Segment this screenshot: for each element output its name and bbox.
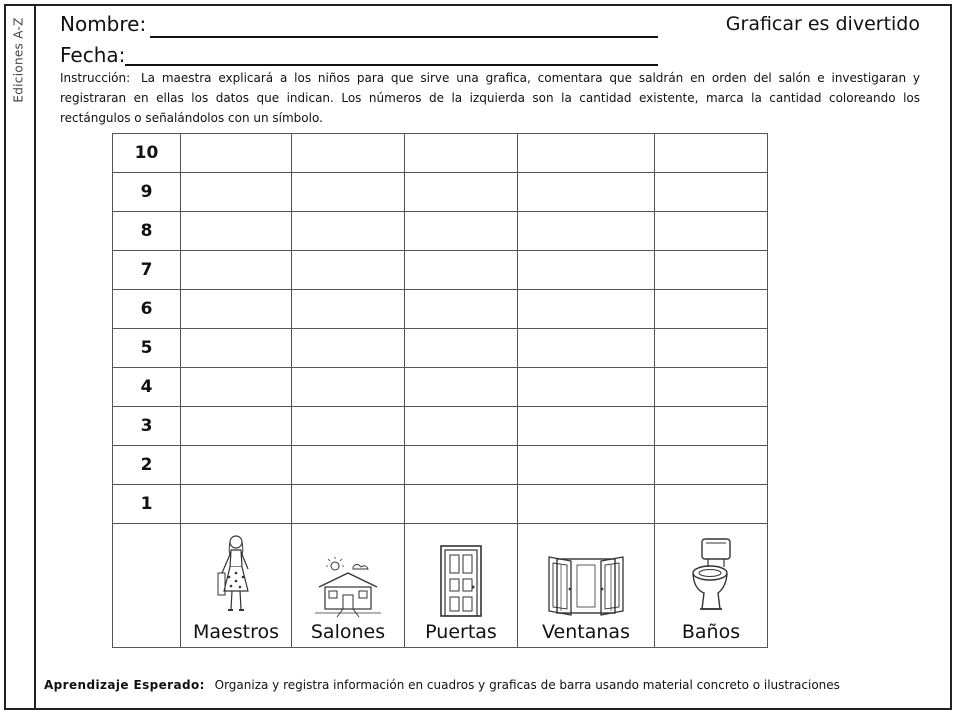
y-tick-label: 8 bbox=[113, 212, 181, 251]
y-tick-label: 3 bbox=[113, 407, 181, 446]
category-label: Puertas bbox=[425, 621, 497, 643]
instruction-paragraph bbox=[60, 68, 920, 128]
grid-cell[interactable] bbox=[292, 212, 405, 251]
y-tick-label: 7 bbox=[113, 251, 181, 290]
toilet-icon bbox=[688, 537, 734, 621]
instruction-text: La maestra explicará a los niños para que sirve una grafica, comentara que saldrán en orden del salón e investigaran y registraran en ellas los datos que indican. Los números de la izquierda son la cantidad existente, marca la cantidad coloreando los rectángulos o señalándolos con un símbolo. bbox=[60, 71, 920, 125]
date-field-line[interactable] bbox=[125, 64, 658, 66]
category-cell bbox=[181, 524, 292, 648]
grid-cell[interactable] bbox=[655, 212, 768, 251]
grid-cell[interactable] bbox=[518, 368, 655, 407]
grid-cell[interactable] bbox=[405, 212, 518, 251]
grid-cell[interactable] bbox=[405, 290, 518, 329]
category-label: Maestros bbox=[193, 621, 279, 643]
date-label: Fecha: bbox=[60, 43, 126, 67]
corner-cell bbox=[113, 524, 181, 648]
category-label: Baños bbox=[681, 621, 741, 643]
grid-cell[interactable] bbox=[518, 446, 655, 485]
grid-cell[interactable] bbox=[655, 485, 768, 524]
grid-cell[interactable] bbox=[181, 251, 292, 290]
grid-cell[interactable] bbox=[655, 407, 768, 446]
grid-cell[interactable] bbox=[655, 446, 768, 485]
grid-cell[interactable] bbox=[292, 134, 405, 173]
grid-cell[interactable] bbox=[292, 368, 405, 407]
grid-cell[interactable] bbox=[655, 173, 768, 212]
grid-cell[interactable] bbox=[292, 329, 405, 368]
grid-cell[interactable] bbox=[655, 329, 768, 368]
grid-cell[interactable] bbox=[655, 368, 768, 407]
grid-row bbox=[113, 212, 768, 251]
y-tick-label: 4 bbox=[113, 368, 181, 407]
grid-cell[interactable] bbox=[518, 212, 655, 251]
category-cell bbox=[292, 524, 405, 648]
teacher-icon bbox=[216, 533, 256, 621]
door-icon bbox=[438, 543, 484, 621]
grid-cell[interactable] bbox=[518, 407, 655, 446]
grid-cell[interactable] bbox=[405, 329, 518, 368]
window-icon bbox=[547, 553, 625, 621]
grid-cell[interactable] bbox=[181, 446, 292, 485]
grid-cell[interactable] bbox=[655, 134, 768, 173]
grid-cell[interactable] bbox=[292, 251, 405, 290]
grid-cell[interactable] bbox=[518, 290, 655, 329]
grid-cell[interactable] bbox=[518, 134, 655, 173]
publisher-mark bbox=[5, 10, 33, 110]
grid-cell[interactable] bbox=[292, 290, 405, 329]
category-label: Salones bbox=[310, 621, 386, 643]
grid-cell[interactable] bbox=[181, 290, 292, 329]
grid-row bbox=[113, 173, 768, 212]
expected-learning-label: Aprendizaje Esperado: bbox=[44, 678, 205, 692]
grid-cell[interactable] bbox=[405, 446, 518, 485]
publisher-text: Ediciones A-Z bbox=[12, 17, 27, 103]
grid-row bbox=[113, 329, 768, 368]
grid-row bbox=[113, 368, 768, 407]
grid-cell[interactable] bbox=[518, 251, 655, 290]
y-tick-label: 5 bbox=[113, 329, 181, 368]
grid-cell[interactable] bbox=[405, 407, 518, 446]
grid-cell[interactable] bbox=[181, 212, 292, 251]
grid-cell[interactable] bbox=[405, 368, 518, 407]
grid-cell[interactable] bbox=[292, 446, 405, 485]
grid-cell[interactable] bbox=[181, 407, 292, 446]
grid-cell[interactable] bbox=[181, 134, 292, 173]
y-tick-label: 6 bbox=[113, 290, 181, 329]
grid-cell[interactable] bbox=[655, 251, 768, 290]
grid-row bbox=[113, 290, 768, 329]
grid-cell[interactable] bbox=[518, 485, 655, 524]
category-cell bbox=[655, 524, 768, 648]
grid-row bbox=[113, 251, 768, 290]
expected-learning-text: Organiza y registra información en cuadros y graficas de barra usando material concreto o ilustraciones bbox=[214, 678, 840, 692]
bar-graph-grid bbox=[112, 133, 768, 648]
grid-row bbox=[113, 446, 768, 485]
y-tick-label: 9 bbox=[113, 173, 181, 212]
category-cell bbox=[405, 524, 518, 648]
y-tick-label: 10 bbox=[113, 134, 181, 173]
margin-divider bbox=[34, 4, 36, 710]
grid-cell[interactable] bbox=[292, 173, 405, 212]
expected-learning bbox=[44, 678, 840, 692]
category-cell bbox=[518, 524, 655, 648]
name-label: Nombre: bbox=[60, 12, 147, 36]
grid-cell[interactable] bbox=[292, 485, 405, 524]
grid-cell[interactable] bbox=[655, 290, 768, 329]
category-row bbox=[113, 524, 768, 648]
grid-cell[interactable] bbox=[292, 407, 405, 446]
category-label: Ventanas bbox=[542, 621, 630, 643]
grid-cell[interactable] bbox=[181, 173, 292, 212]
grid-row bbox=[113, 407, 768, 446]
instruction-label: Instrucción: bbox=[60, 71, 131, 85]
y-tick-label: 1 bbox=[113, 485, 181, 524]
grid-cell[interactable] bbox=[405, 173, 518, 212]
grid-cell[interactable] bbox=[181, 368, 292, 407]
grid-cell[interactable] bbox=[181, 485, 292, 524]
grid-row bbox=[113, 485, 768, 524]
name-field-line[interactable] bbox=[150, 36, 658, 38]
worksheet-title: Graficar es divertido bbox=[725, 13, 920, 35]
grid-cell[interactable] bbox=[181, 329, 292, 368]
grid-cell[interactable] bbox=[405, 485, 518, 524]
grid-cell[interactable] bbox=[405, 251, 518, 290]
grid-row bbox=[113, 134, 768, 173]
y-tick-label: 2 bbox=[113, 446, 181, 485]
grid-cell[interactable] bbox=[405, 134, 518, 173]
grid-cell[interactable] bbox=[518, 173, 655, 212]
grid-cell[interactable] bbox=[518, 329, 655, 368]
school-icon bbox=[313, 557, 383, 621]
